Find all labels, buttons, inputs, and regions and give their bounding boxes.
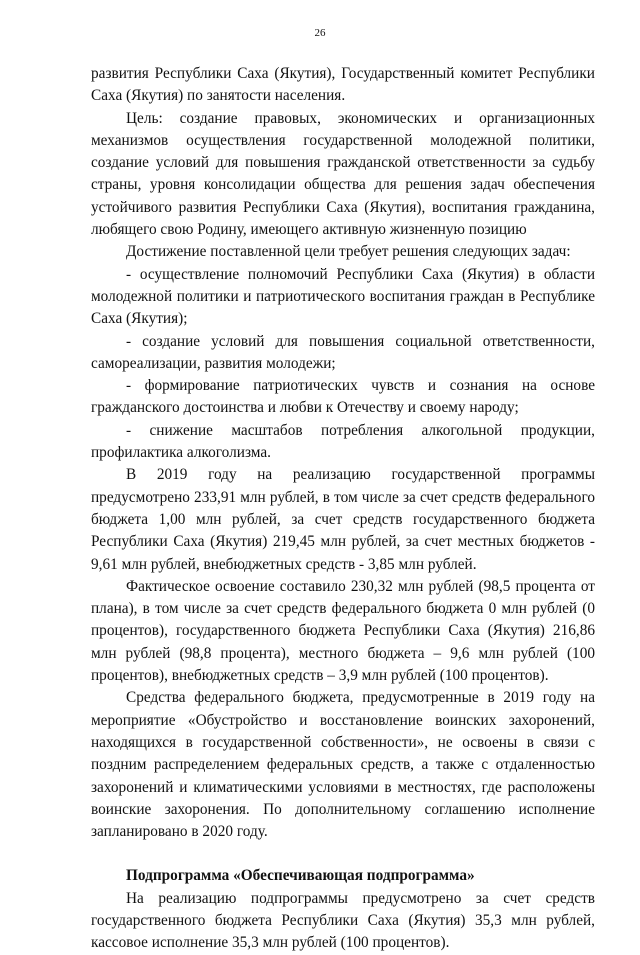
- paragraph-funding-planned: В 2019 году на реализацию государственной программы предусмотрено 233,91 млн рублей, в том числе за счет средств федерального бюджета 1,00 млн рублей, за счет средств государственного бюджета Республики Саха (Якутия) 219,45 млн рублей, за счет местных бюджетов - 9,61 млн рублей, внебюджетных средств - 3,85 млн рублей.: [91, 466, 595, 573]
- paragraph-federal-funds: Средства федерального бюджета, предусмотренные в 2019 году на мероприятие «Обустройство и восстановление воинских захоронений, находящихся в государственной собственности», не освоены в связи с поздним распределением федеральных средств, а также с отдаленностью захоронений и климатическими условиями в местностях, где расположены воинские захоронения. По дополнительному соглашению исполнение запланировано в 2020 году.: [91, 689, 595, 841]
- paragraph-goal: Цель: создание правовых, экономических и организационных механизмов осуществления государственной молодежной политики, создание условий для повышения гражданской ответственности за судьбу страны, уровня консолидации общества для решения задач обеспечения устойчивого развития Республики Саха (Якутия), воспитания гражданина, любящего свою Родину, имеющего активную жизненную позицию: [91, 109, 595, 239]
- paragraph-tasks-intro: Достижение поставленной цели требует решения следующих задач:: [126, 243, 571, 261]
- task-item-4: - снижение масштабов потребления алкогольной продукции, профилактика алкоголизма.: [91, 421, 595, 462]
- subprogram-heading: Подпрограмма «Обеспечивающая подпрограмма»: [126, 867, 475, 885]
- paragraph-responsible-executors: развития Республики Саха (Якутия), Государственный комитет Республики Саха (Якутия) по занятости населения.: [91, 65, 595, 105]
- task-item-2: - создание условий для повышения социальной ответственности, самореализации, развития молодежи;: [91, 332, 595, 372]
- paragraph-subprogram-funding: На реализацию подпрограммы предусмотрено за счет средств государственного бюджета Республики Саха (Якутия) 35,3 млн рублей, кассовое исполнение 35,3 млн рублей (100 процентов).: [91, 889, 595, 952]
- page-number: 26: [314, 27, 326, 39]
- paragraph-funding-actual: Фактическое освоение составило 230,32 млн рублей (98,5 процента от плана), в том числе за счет средств федерального бюджета 0 млн рублей (0 процентов), государственного бюджета Республики Саха (Якутия) 216,86 млн рублей (98,8 процента), местного бюджета – 9,6 млн рублей (100 процентов), внебюджетных средств – 3,9 млн рублей (100 процентов).: [91, 577, 595, 685]
- task-item-1: - осуществление полномочий Республики Саха (Якутия) в области молодежной политики и патриотического воспитания граждан в Республике Саха (Якутия);: [91, 265, 595, 328]
- document-body: [91, 63, 595, 955]
- task-item-3: - формирование патриотических чувств и сознания на основе гражданского достоинства и любви к Отечеству и своему народу;: [91, 377, 595, 417]
